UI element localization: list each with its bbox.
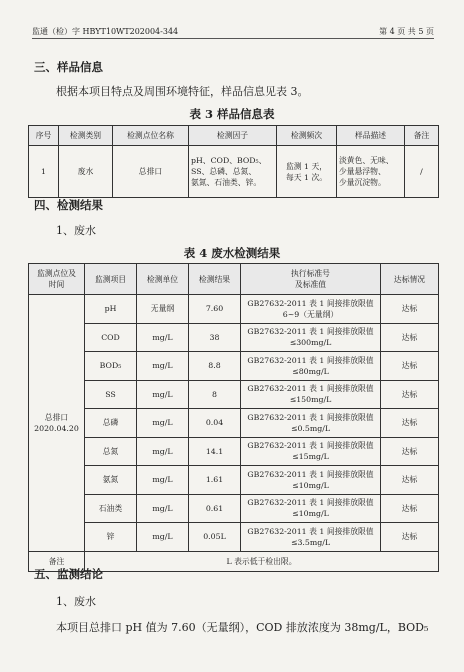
- standard-limit: ≤10mg/L: [292, 480, 329, 490]
- col-point-time: [29, 264, 85, 295]
- sample-info-table: [28, 125, 439, 198]
- page-header: [32, 26, 434, 39]
- result-cell: 38: [189, 323, 241, 352]
- standard-limit: ≤15mg/L: [292, 452, 329, 462]
- col-no: 序号: [29, 126, 59, 146]
- unit-cell: mg/L: [137, 494, 189, 523]
- item-cell: 锌: [85, 523, 137, 552]
- standard-limit: ≤150mg/L: [289, 395, 332, 405]
- section-5-heading: 五、监测结论: [34, 567, 103, 581]
- sample-date: 2020.04.20: [34, 423, 79, 433]
- point-time-cell: [29, 295, 85, 552]
- item-cell: 总氮: [85, 437, 137, 466]
- status-cell: 达标: [381, 437, 439, 466]
- desc-line: 淡黄色、无味、: [339, 156, 394, 165]
- standard-limit: ≤3.5mg/L: [290, 537, 331, 547]
- note-text: L 表示低于检出限。: [85, 551, 439, 571]
- sample-no: 1: [29, 146, 59, 198]
- table-row: [29, 380, 439, 409]
- result-cell: 0.05L: [189, 523, 241, 552]
- table-header-row: [29, 264, 439, 295]
- col-unit: 检测单位: [137, 264, 189, 295]
- standard-number: GB27632-2011 表 1 间接排放限值: [247, 298, 374, 308]
- standard-limit: ≤300mg/L: [289, 338, 332, 348]
- status-cell: 达标: [381, 352, 439, 381]
- standard-limit: ≤10mg/L: [292, 509, 329, 519]
- item-cell: 总磷: [85, 409, 137, 438]
- unit-cell: mg/L: [137, 523, 189, 552]
- factor-line: 氨氮、石油类、锌。: [191, 178, 262, 187]
- table-row: [29, 295, 439, 324]
- table-row: [29, 523, 439, 552]
- point-name: 总排口: [44, 412, 69, 422]
- table-row: [29, 146, 439, 198]
- result-cell: 8.8: [189, 352, 241, 381]
- unit-cell: 无量纲: [137, 295, 189, 324]
- table-4-caption: 表 4 废水检测结果: [183, 246, 281, 260]
- col-remark: 备注: [405, 126, 439, 146]
- item-cell: COD: [85, 323, 137, 352]
- desc-line: 少量悬浮物、: [339, 167, 386, 176]
- col-frequency: 检测频次: [277, 126, 337, 146]
- status-cell: 达标: [381, 380, 439, 409]
- sample-remark: /: [405, 146, 439, 198]
- standard-number: GB27632-2011 表 1 间接排放限值: [247, 412, 374, 422]
- col-status: 达标情况: [381, 264, 439, 295]
- standard-number: GB27632-2011 表 1 间接排放限值: [247, 526, 374, 536]
- table-row: [29, 409, 439, 438]
- table-row: [29, 494, 439, 523]
- standard-cell: [241, 437, 381, 466]
- standard-cell: [241, 380, 381, 409]
- section-5-sub: 1、废水: [56, 595, 96, 608]
- section-4-heading: 四、检测结果: [34, 198, 103, 212]
- status-cell: 达标: [381, 295, 439, 324]
- standard-number: GB27632-2011 表 1 间接排放限值: [247, 355, 374, 365]
- desc-line: 少量沉淀物。: [339, 178, 386, 187]
- result-cell: 0.04: [189, 409, 241, 438]
- col-factors: 检测因子: [189, 126, 277, 146]
- standard-number: GB27632-2011 表 1 间接排放限值: [247, 469, 374, 479]
- table-row: [29, 466, 439, 495]
- page-number: 第 4 页 共 5 页: [379, 27, 434, 36]
- status-cell: 达标: [381, 323, 439, 352]
- sample-point: 总排口: [113, 146, 189, 198]
- col-standard-value-label: 及标准值: [294, 280, 327, 289]
- unit-cell: mg/L: [137, 409, 189, 438]
- unit-cell: mg/L: [137, 352, 189, 381]
- status-cell: 达标: [381, 466, 439, 495]
- standard-cell: [241, 466, 381, 495]
- note-label: 备注: [29, 551, 85, 571]
- unit-cell: mg/L: [137, 437, 189, 466]
- col-category: 检测类别: [59, 126, 113, 146]
- status-cell: 达标: [381, 523, 439, 552]
- col-point: 检测点位名称: [113, 126, 189, 146]
- standard-number: GB27632-2011 表 1 间接排放限值: [247, 327, 374, 337]
- standard-number: GB27632-2011 表 1 间接排放限值: [247, 384, 374, 394]
- col-result: 检测结果: [189, 264, 241, 295]
- sample-frequency: [277, 146, 337, 198]
- table-3-caption: 表 3 样品信息表: [189, 107, 275, 121]
- result-cell: 7.60: [189, 295, 241, 324]
- result-cell: 0.61: [189, 494, 241, 523]
- table-row: [29, 323, 439, 352]
- standard-number: GB27632-2011 表 1 间接排放限值: [247, 441, 374, 451]
- section-3-heading: 三、样品信息: [34, 60, 103, 74]
- result-cell: 8: [189, 380, 241, 409]
- standard-limit: ≤80mg/L: [292, 366, 329, 376]
- section-5-text: 本项目总排口 pH 值为 7.60（无量纲），COD 排放浓度为 38mg/L，BOD₅: [56, 621, 429, 634]
- item-cell: 石油类: [85, 494, 137, 523]
- standard-cell: [241, 494, 381, 523]
- factor-line: pH、COD、BOD₅、: [191, 156, 267, 165]
- sample-category: 废水: [59, 146, 113, 198]
- unit-cell: mg/L: [137, 466, 189, 495]
- factor-line: SS、总磷、总氮、: [191, 167, 257, 176]
- section-3-intro: 根据本项目特点及周围环境特征，样品信息见表 3。: [56, 85, 309, 98]
- item-cell: SS: [85, 380, 137, 409]
- freq-line: 监测 1 天，: [285, 161, 328, 171]
- col-standard: [241, 264, 381, 295]
- standard-limit: 6~9（无量纲）: [282, 309, 339, 319]
- section-4-sub: 1、废水: [56, 224, 96, 237]
- report-number: 监通（检）字 HBYT10WT202004-344: [32, 27, 179, 36]
- result-cell: 1.61: [189, 466, 241, 495]
- item-cell: BOD₅: [85, 352, 137, 381]
- table-row: [29, 352, 439, 381]
- standard-cell: [241, 409, 381, 438]
- col-item: 监测项目: [85, 264, 137, 295]
- result-cell: 14.1: [189, 437, 241, 466]
- sample-factors: [189, 146, 277, 198]
- standard-limit: ≤0.5mg/L: [290, 423, 331, 433]
- table-row: [29, 437, 439, 466]
- standard-cell: [241, 323, 381, 352]
- standard-cell: [241, 523, 381, 552]
- col-standard-label: 执行标准号: [291, 269, 330, 278]
- item-cell: pH: [85, 295, 137, 324]
- standard-number: GB27632-2011 表 1 间接排放限值: [247, 498, 374, 508]
- item-cell: 氨氮: [85, 466, 137, 495]
- status-cell: 达标: [381, 409, 439, 438]
- col-description: 样品描述: [337, 126, 405, 146]
- freq-line: 每天 1 次。: [285, 172, 328, 182]
- unit-cell: mg/L: [137, 380, 189, 409]
- standard-cell: [241, 352, 381, 381]
- status-cell: 达标: [381, 494, 439, 523]
- col-point-label: 监测点位及: [37, 269, 76, 278]
- standard-cell: [241, 295, 381, 324]
- unit-cell: mg/L: [137, 323, 189, 352]
- table-header-row: [29, 126, 439, 146]
- sample-description: [337, 146, 405, 198]
- col-time-label: 时间: [48, 280, 65, 289]
- wastewater-results-table: [28, 263, 439, 572]
